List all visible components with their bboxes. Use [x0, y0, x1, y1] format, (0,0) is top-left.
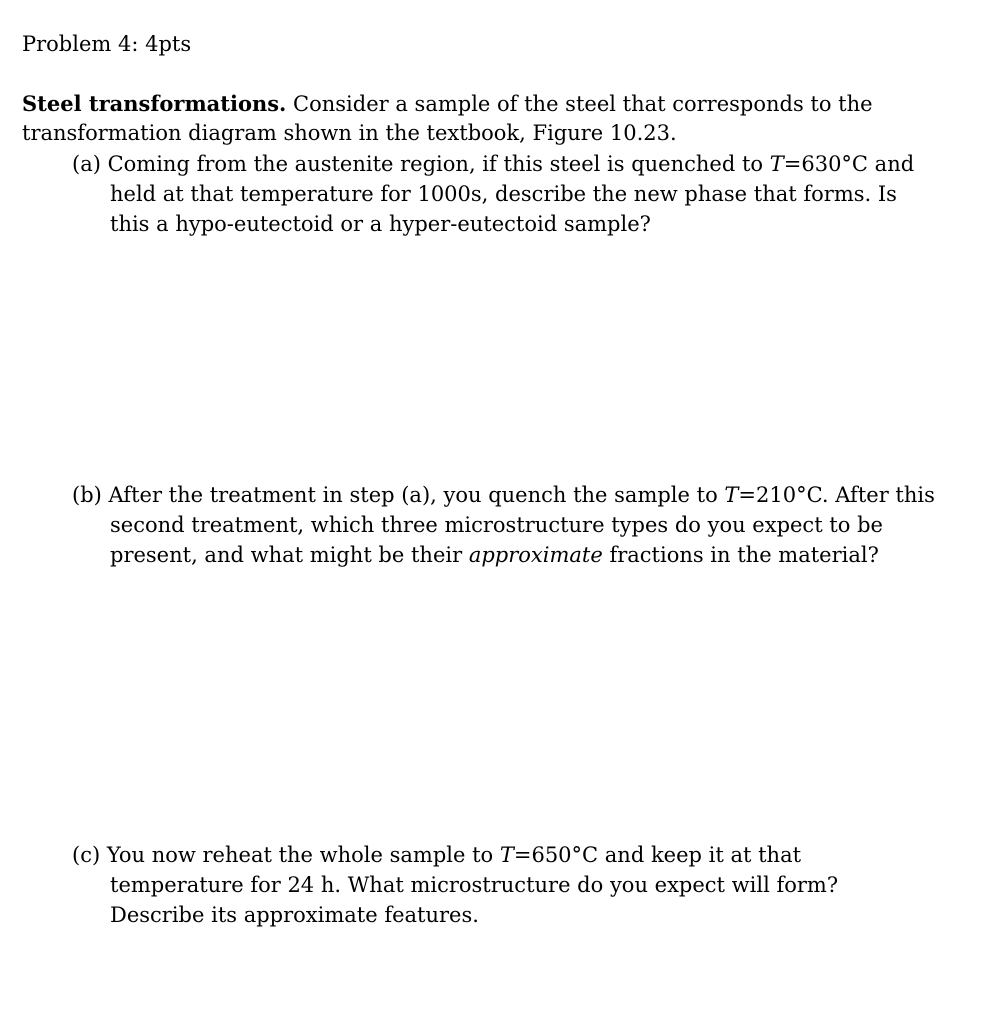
part-b-line-2: second treatment, which three microstructure types do you expect to be	[110, 513, 883, 537]
part-b-line-1-end: =210°C. After this	[738, 483, 935, 507]
part-c-line-3: Describe its approximate features.	[110, 903, 479, 927]
part-c-line-1-end: =650°C and keep it at that	[513, 843, 802, 867]
part-a-line-1-text: (a) Coming from the austenite region, if this steel is quenched to	[72, 152, 770, 176]
intro-line-1-text: Consider a sample of the steel that corresponds to the	[286, 92, 873, 116]
part-b-line-3-text: present, and what might be their	[110, 543, 469, 567]
part-b-line-3-end: fractions in the material?	[602, 543, 879, 567]
part-c-line-2: temperature for 24 h. What microstructure do you expect will form?	[110, 873, 839, 897]
intro-line-1	[22, 89, 873, 119]
part-b-emphasis: approximate	[468, 543, 603, 567]
part-b-line-1	[72, 480, 935, 510]
part-a-line-1	[72, 149, 914, 179]
problem-header: Problem 4: 4pts	[22, 32, 192, 56]
part-b-temperature-variable: T	[724, 483, 739, 507]
intro-title: Steel transformations.	[22, 91, 287, 116]
part-a-temperature-variable: T	[769, 152, 784, 176]
intro-line-2: transformation diagram shown in the textbook, Figure 10.23.	[22, 121, 677, 145]
part-c-temperature-variable: T	[499, 843, 514, 867]
part-c-line-1-text: (c) You now reheat the whole sample to	[72, 843, 500, 867]
part-a-line-2: held at that temperature for 1000s, describe the new phase that forms. Is	[110, 182, 897, 206]
part-b-line-3	[110, 540, 879, 570]
part-c-line-1	[72, 840, 801, 870]
part-a-line-1-end: =630°C and	[783, 152, 915, 176]
part-b-line-1-text: (b) After the treatment in step (a), you quench the sample to	[72, 483, 725, 507]
part-a-line-3: this a hypo-eutectoid or a hyper-eutectoid sample?	[110, 212, 651, 236]
